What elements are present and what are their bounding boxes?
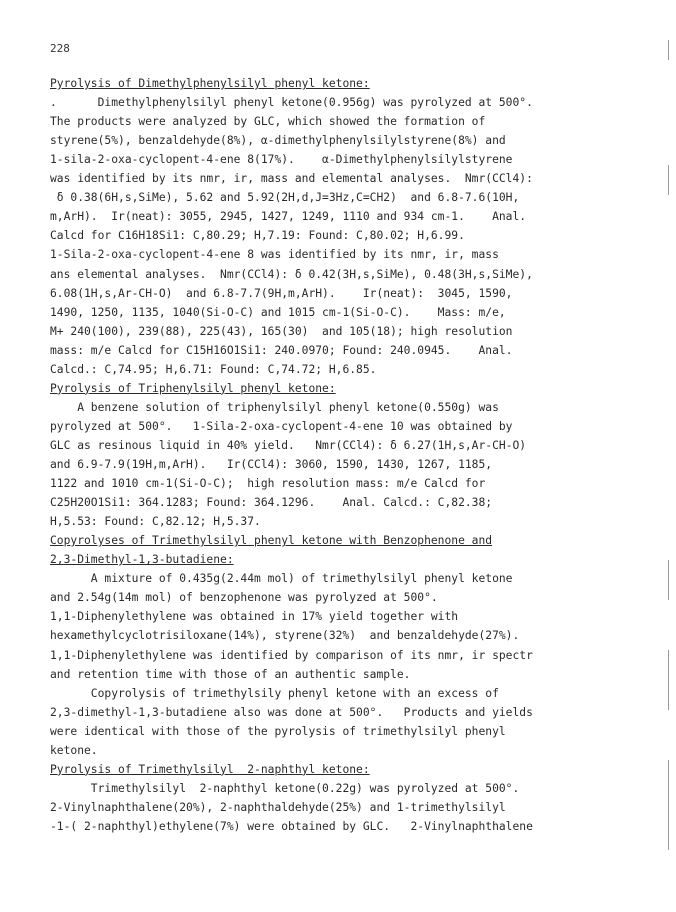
text-line: The products were analyzed by GLC, which showed the formation of — [50, 115, 486, 129]
page-number: 228 — [50, 42, 70, 55]
section-heading: Pyrolysis of Dimethylphenylsilyl phenyl ketone: — [50, 77, 370, 90]
text-line: A benzene solution of triphenylsilyl phenyl ketone(0.550g) was — [50, 400, 499, 414]
text-line: 2-Vinylnaphthalene(20%), 2-naphthaldehyde(25%) and 1-trimethylsilyl — [50, 800, 506, 814]
text-line: A mixture of 0.435g(2.44m mol) of trimethylsilyl phenyl ketone — [50, 572, 513, 586]
text-line: and retention time with those of an authentic sample. — [50, 667, 411, 681]
text-line: δ 0.38(6H,s,SiMe), 5.62 and 5.92(2H,d,J=3Hz,C=CH2) and 6.8-7.6(10H, — [50, 191, 520, 205]
text-line: 1-sila-2-oxa-cyclopent-4-ene 8(17%). α-Dimethylphenylsilylstyrene — [50, 153, 513, 167]
text-line: M+ 240(100), 239(88), 225(43), 165(30) and 105(18); high resolution — [50, 324, 513, 338]
text-line: and 6.9-7.9(19H,m,ArH). Ir(CCl4): 3060, 1590, 1430, 1267, 1185, — [50, 458, 493, 471]
text-line: Calcd.: C,74.95; H,6.71: Found: C,74.72; H,6.85. — [50, 362, 377, 376]
text-line: 1490, 1250, 1135, 1040(Si-O-C) and 1015 cm-1(Si-O-C). Mass: m/e, — [50, 305, 506, 319]
text-line: H,5.53: Found: C,82.12; H,5.37. — [50, 515, 261, 529]
text-line: ketone. — [50, 743, 98, 757]
text-line: Trimethylsilyl 2-naphthyl ketone(0.22g) was pyrolyzed at 500°. — [50, 781, 520, 795]
section-heading: Pyrolysis of Triphenylsilyl phenyl ketone: — [50, 381, 336, 395]
text-line: were identical with those of the pyrolysis of trimethylsilyl phenyl — [50, 724, 506, 738]
scan-edge-mark — [668, 650, 669, 710]
text-line: 1-Sila-2-oxa-cyclopent-4-ene 8 was identified by its nmr, ir, mass — [50, 248, 499, 262]
scan-edge-mark — [668, 760, 669, 850]
text-line: 6.08(1H,s,Ar-CH-O) and 6.8-7.7(9H,m,ArH). Ir(neat): 3045, 1590, — [50, 286, 513, 300]
text-line: 2,3-dimethyl-1,3-butadiene also was done at 500°. Products and yields — [50, 705, 533, 719]
text-line: m,ArH). Ir(neat): 3055, 2945, 1427, 1249, 1110 and 934 cm-1. Anal. — [50, 210, 527, 224]
text-line: GLC as resinous liquid in 40% yield. Nmr(CCl4): δ 6.27(1H,s,Ar-CH-O) — [50, 438, 527, 452]
text-line: hexamethylcyclotrisiloxane(14%), styrene(32%) and benzaldehyde(27%). — [50, 629, 520, 643]
section-heading: Pyrolysis of Trimethylsilyl 2-naphthyl ketone: — [50, 762, 370, 776]
section-heading: Copyrolyses of Trimethylsilyl phenyl ketone with Benzophenone and — [50, 534, 493, 548]
text-line: styrene(5%), benzaldehyde(8%), α-dimethylphenylsilylstyrene(8%) and — [50, 134, 506, 148]
scan-edge-mark — [668, 560, 669, 600]
section-heading: 2,3-Dimethyl-1,3-butadiene: — [50, 553, 234, 567]
text-line: 1,1-Diphenylethylene was obtained in 17% yield together with — [50, 610, 459, 624]
scan-edge-mark — [668, 40, 669, 60]
text-line: and 2.54g(14m mol) of benzophenone was pyrolyzed at 500°. — [50, 591, 438, 605]
text-line: mass: m/e Calcd for C15H16O1Si1: 240.0970; Found: 240.0945. Anal. — [50, 343, 513, 357]
text-line: . Dimethylphenylsilyl phenyl ketone(0.956g) was pyrolyzed at 500°. — [50, 96, 533, 110]
text-line: pyrolyzed at 500°. 1-Sila-2-oxa-cyclopent-4-ene 10 was obtained by — [50, 419, 513, 433]
text-line: C25H20O1Si1: 364.1283; Found: 364.1296. Anal. Calcd.: C,82.38; — [50, 496, 493, 510]
text-line: was identified by its nmr, ir, mass and elemental analyses. Nmr(CCl4): — [50, 172, 533, 186]
text-line: Copyrolysis of trimethylsily phenyl ketone with an excess of — [50, 686, 499, 700]
scan-edge-mark — [668, 165, 669, 195]
text-line: 1122 and 1010 cm-1(Si-O-C); high resolution mass: m/e Calcd for — [50, 477, 486, 491]
text-line: ans elemental analyses. Nmr(CCl4): δ 0.42(3H,s,SiMe), 0.48(3H,s,SiMe), — [50, 267, 533, 281]
text-line: -1-( 2-naphthyl)ethylene(7%) were obtained by GLC. 2-Vinylnaphthalene — [50, 819, 533, 833]
text-line: 1,1-Diphenylethylene was identified by comparison of its nmr, ir spectr — [50, 648, 533, 662]
text-line: Calcd for C16H18Si1: C,80.29; H,7.19: Found: C,80.02; H,6.99. — [50, 229, 465, 243]
